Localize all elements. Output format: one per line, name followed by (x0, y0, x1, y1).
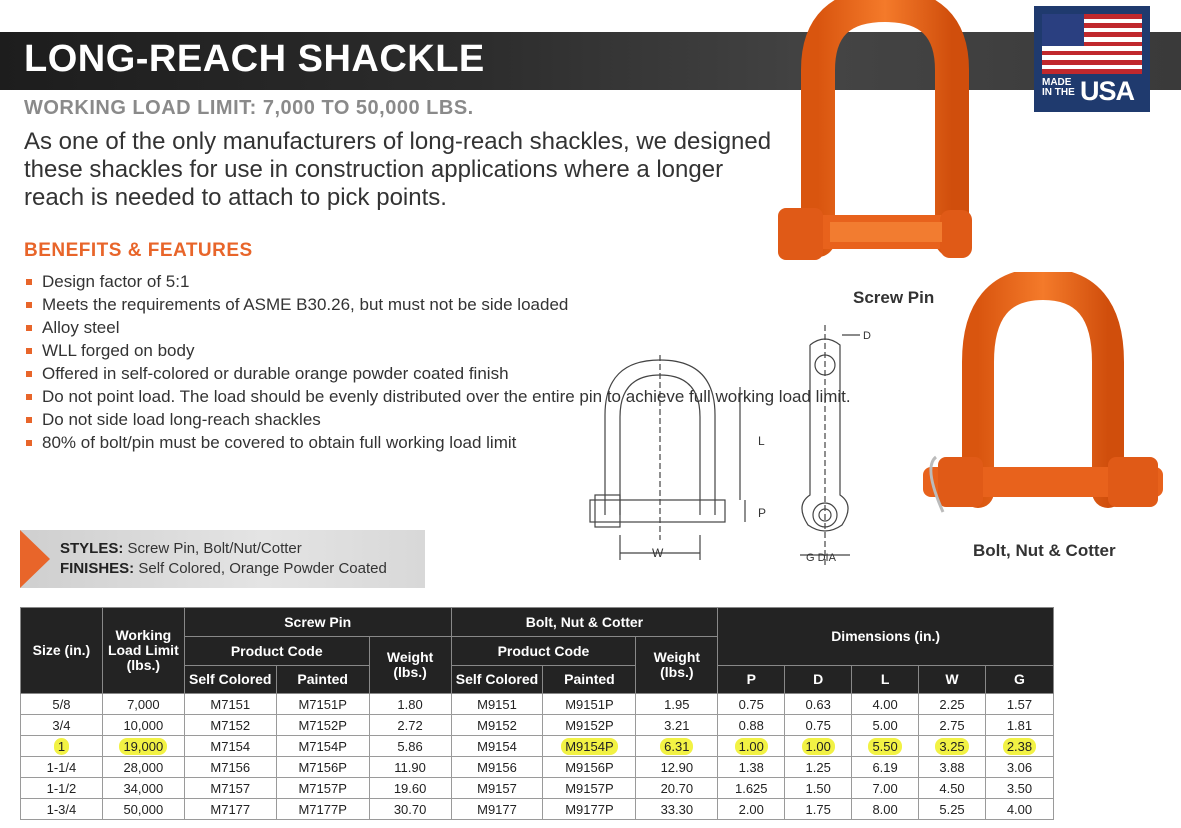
cell-wll: 50,000 (102, 799, 184, 820)
cell-sp-self: M7154 (184, 736, 276, 757)
cell-l: 5.00 (852, 715, 919, 736)
cell-sp-self: M7152 (184, 715, 276, 736)
cell-b-wt: 12.90 (636, 757, 718, 778)
benefit-item: Do not point load. The load should be evenly distributed over the entire pin to achieve full working load limit. (24, 385, 851, 408)
cell-size: 1-3/4 (21, 799, 103, 820)
cell-p: 0.75 (718, 694, 785, 715)
cell-g: 1.57 (985, 694, 1053, 715)
spec-table (20, 607, 1054, 820)
table-row (21, 778, 1054, 799)
table-row (21, 694, 1054, 715)
diagram-label-l: L (758, 434, 765, 448)
cell-d: 1.25 (785, 757, 852, 778)
cell-l (852, 736, 919, 757)
cell-b-self: M9156 (451, 757, 543, 778)
made-in-usa-badge (1034, 6, 1150, 112)
cell-size: 5/8 (21, 694, 103, 715)
cell-b-self: M9157 (451, 778, 543, 799)
bolt-nut-cotter-shackle-image (918, 272, 1168, 537)
benefit-item: Do not side load long-reach shackles (24, 408, 851, 431)
benefit-item: WLL forged on body (24, 339, 851, 362)
cell-sp-wt: 5.86 (369, 736, 451, 757)
cell-wll: 10,000 (102, 715, 184, 736)
benefit-item: Meets the requirements of ASME B30.26, but must not be side loaded (24, 293, 851, 316)
cell-w: 5.25 (919, 799, 986, 820)
header-dim-l: L (852, 666, 919, 694)
styles-finishes-text (60, 539, 387, 579)
cell-sp-paint: M7152P (276, 715, 369, 736)
cell-d: 1.50 (785, 778, 852, 799)
cell-wll: 28,000 (102, 757, 184, 778)
screw-pin-shackle-image (770, 0, 995, 285)
cell-b-self: M9151 (451, 694, 543, 715)
header-b-self-colored: Self Colored (451, 666, 543, 694)
cell-b-self: M9177 (451, 799, 543, 820)
page-title: LONG-REACH SHACKLE (24, 38, 485, 80)
page-subtitle: WORKING LOAD LIMIT: 7,000 TO 50,000 LBS. (24, 97, 474, 119)
header-sp-painted: Painted (276, 666, 369, 694)
cell-g: 4.00 (985, 799, 1053, 820)
cell-wll: 7,000 (102, 694, 184, 715)
header-dim-w: W (919, 666, 986, 694)
cell-p: 2.00 (718, 799, 785, 820)
cell-d: 0.75 (785, 715, 852, 736)
finishes-value: Self Colored, Orange Powder Coated (134, 560, 387, 577)
cell-sp-self: M7157 (184, 778, 276, 799)
cell-b-wt: 33.30 (636, 799, 718, 820)
cell-b-wt (636, 736, 718, 757)
cell-l: 8.00 (852, 799, 919, 820)
header-wll: Working Load Limit (lbs.) (102, 608, 184, 694)
diagram-label-g: G DIA (806, 552, 836, 564)
cell-sp-self: M7151 (184, 694, 276, 715)
cell-d: 1.75 (785, 799, 852, 820)
screw-pin-caption: Screw Pin (853, 288, 935, 307)
header-dim-p: P (718, 666, 785, 694)
cell-w: 2.75 (919, 715, 986, 736)
header-b-painted: Painted (543, 666, 636, 694)
cell-b-paint: M9177P (543, 799, 636, 820)
cell-sp-paint: M7151P (276, 694, 369, 715)
highlighted-value: 1.00 (802, 738, 835, 755)
highlighted-value: 6.31 (660, 738, 693, 755)
diagram-label-p: P (758, 506, 767, 520)
cell-size: 3/4 (21, 715, 103, 736)
cell-w: 3.88 (919, 757, 986, 778)
cell-w: 4.50 (919, 778, 986, 799)
highlighted-value: 1.00 (735, 738, 768, 755)
cell-wll (102, 736, 184, 757)
cell-d (785, 736, 852, 757)
cell-b-paint: M9157P (543, 778, 636, 799)
highlighted-value: 19,000 (119, 738, 167, 755)
highlighted-value: 2.38 (1003, 738, 1036, 755)
cell-b-paint: M9151P (543, 694, 636, 715)
cell-p: 1.625 (718, 778, 785, 799)
benefit-item: Offered in self-colored or durable orange powder coated finish (24, 362, 851, 385)
cell-p: 0.88 (718, 715, 785, 736)
cell-size: 1-1/4 (21, 757, 103, 778)
cell-sp-paint: M7154P (276, 736, 369, 757)
cell-b-paint: M9152P (543, 715, 636, 736)
cell-g: 3.50 (985, 778, 1053, 799)
benefit-item: 80% of bolt/pin must be covered to obtain full working load limit (24, 431, 851, 454)
cell-g: 3.06 (985, 757, 1053, 778)
cell-sp-paint: M7157P (276, 778, 369, 799)
cell-b-wt: 3.21 (636, 715, 718, 736)
cell-sp-self: M7156 (184, 757, 276, 778)
highlighted-value: 1 (54, 738, 69, 755)
cell-wll: 34,000 (102, 778, 184, 799)
cell-sp-self: M7177 (184, 799, 276, 820)
usa-flag-icon (1042, 14, 1142, 74)
highlighted-value: 3.25 (935, 738, 968, 755)
header-dim-g: G (985, 666, 1053, 694)
table-row (21, 757, 1054, 778)
cell-size: 1-1/2 (21, 778, 103, 799)
header-dimensions: Dimensions (in.) (718, 608, 1054, 666)
header-size: Size (in.) (21, 608, 103, 694)
benefit-item: Design factor of 5:1 (24, 270, 851, 293)
header-sp-weight: Weight (lbs.) (369, 637, 451, 694)
header-b-product-code: Product Code (451, 637, 636, 666)
highlighted-value: M9154P (561, 738, 617, 755)
cell-p: 1.38 (718, 757, 785, 778)
cell-b-wt: 20.70 (636, 778, 718, 799)
header-dim-d: D (785, 666, 852, 694)
cell-sp-wt: 19.60 (369, 778, 451, 799)
header-sp-product-code: Product Code (184, 637, 369, 666)
table-row (21, 715, 1054, 736)
cell-l: 4.00 (852, 694, 919, 715)
finishes-label: FINISHES: (60, 560, 135, 577)
cell-b-self: M9152 (451, 715, 543, 736)
cell-sp-wt: 1.80 (369, 694, 451, 715)
cell-sp-paint: M7177P (276, 799, 369, 820)
badge-made-text: MADE IN THE (1042, 77, 1075, 98)
table-row (21, 799, 1054, 820)
cell-sp-paint: M7156P (276, 757, 369, 778)
cell-l: 6.19 (852, 757, 919, 778)
benefit-item: Alloy steel (24, 316, 851, 339)
cell-sp-wt: 2.72 (369, 715, 451, 736)
cell-l: 7.00 (852, 778, 919, 799)
diagram-label-w: W (652, 546, 664, 560)
header-b-weight: Weight (lbs.) (636, 637, 718, 694)
styles-value: Screw Pin, Bolt/Nut/Cotter (123, 540, 302, 557)
header-screw-pin: Screw Pin (184, 608, 451, 637)
cell-p (718, 736, 785, 757)
cell-size (21, 736, 103, 757)
cell-b-paint (543, 736, 636, 757)
bolt-nut-cotter-caption: Bolt, Nut & Cotter (973, 541, 1116, 560)
cell-sp-wt: 11.90 (369, 757, 451, 778)
arrow-icon (20, 530, 50, 588)
benefits-heading: BENEFITS & FEATURES (24, 240, 253, 261)
cell-b-self: M9154 (451, 736, 543, 757)
cell-b-wt: 1.95 (636, 694, 718, 715)
diagram-label-d: D (863, 330, 871, 342)
highlighted-value: 5.50 (868, 738, 901, 755)
benefits-list (24, 270, 851, 454)
cell-b-paint: M9156P (543, 757, 636, 778)
styles-label: STYLES: (60, 540, 124, 557)
cell-g (985, 736, 1053, 757)
cell-w: 2.25 (919, 694, 986, 715)
intro-paragraph: As one of the only manufacturers of long-reach shackles, we designed these shackles for use in construction applications where a longer reach is needed to attach to pick points. (24, 128, 772, 211)
header-sp-self-colored: Self Colored (184, 666, 276, 694)
badge-country-text: USA (1080, 76, 1135, 106)
header-bolt-nut-cotter: Bolt, Nut & Cotter (451, 608, 718, 637)
table-row (21, 736, 1054, 757)
cell-sp-wt: 30.70 (369, 799, 451, 820)
cell-d: 0.63 (785, 694, 852, 715)
cell-w (919, 736, 986, 757)
cell-g: 1.81 (985, 715, 1053, 736)
